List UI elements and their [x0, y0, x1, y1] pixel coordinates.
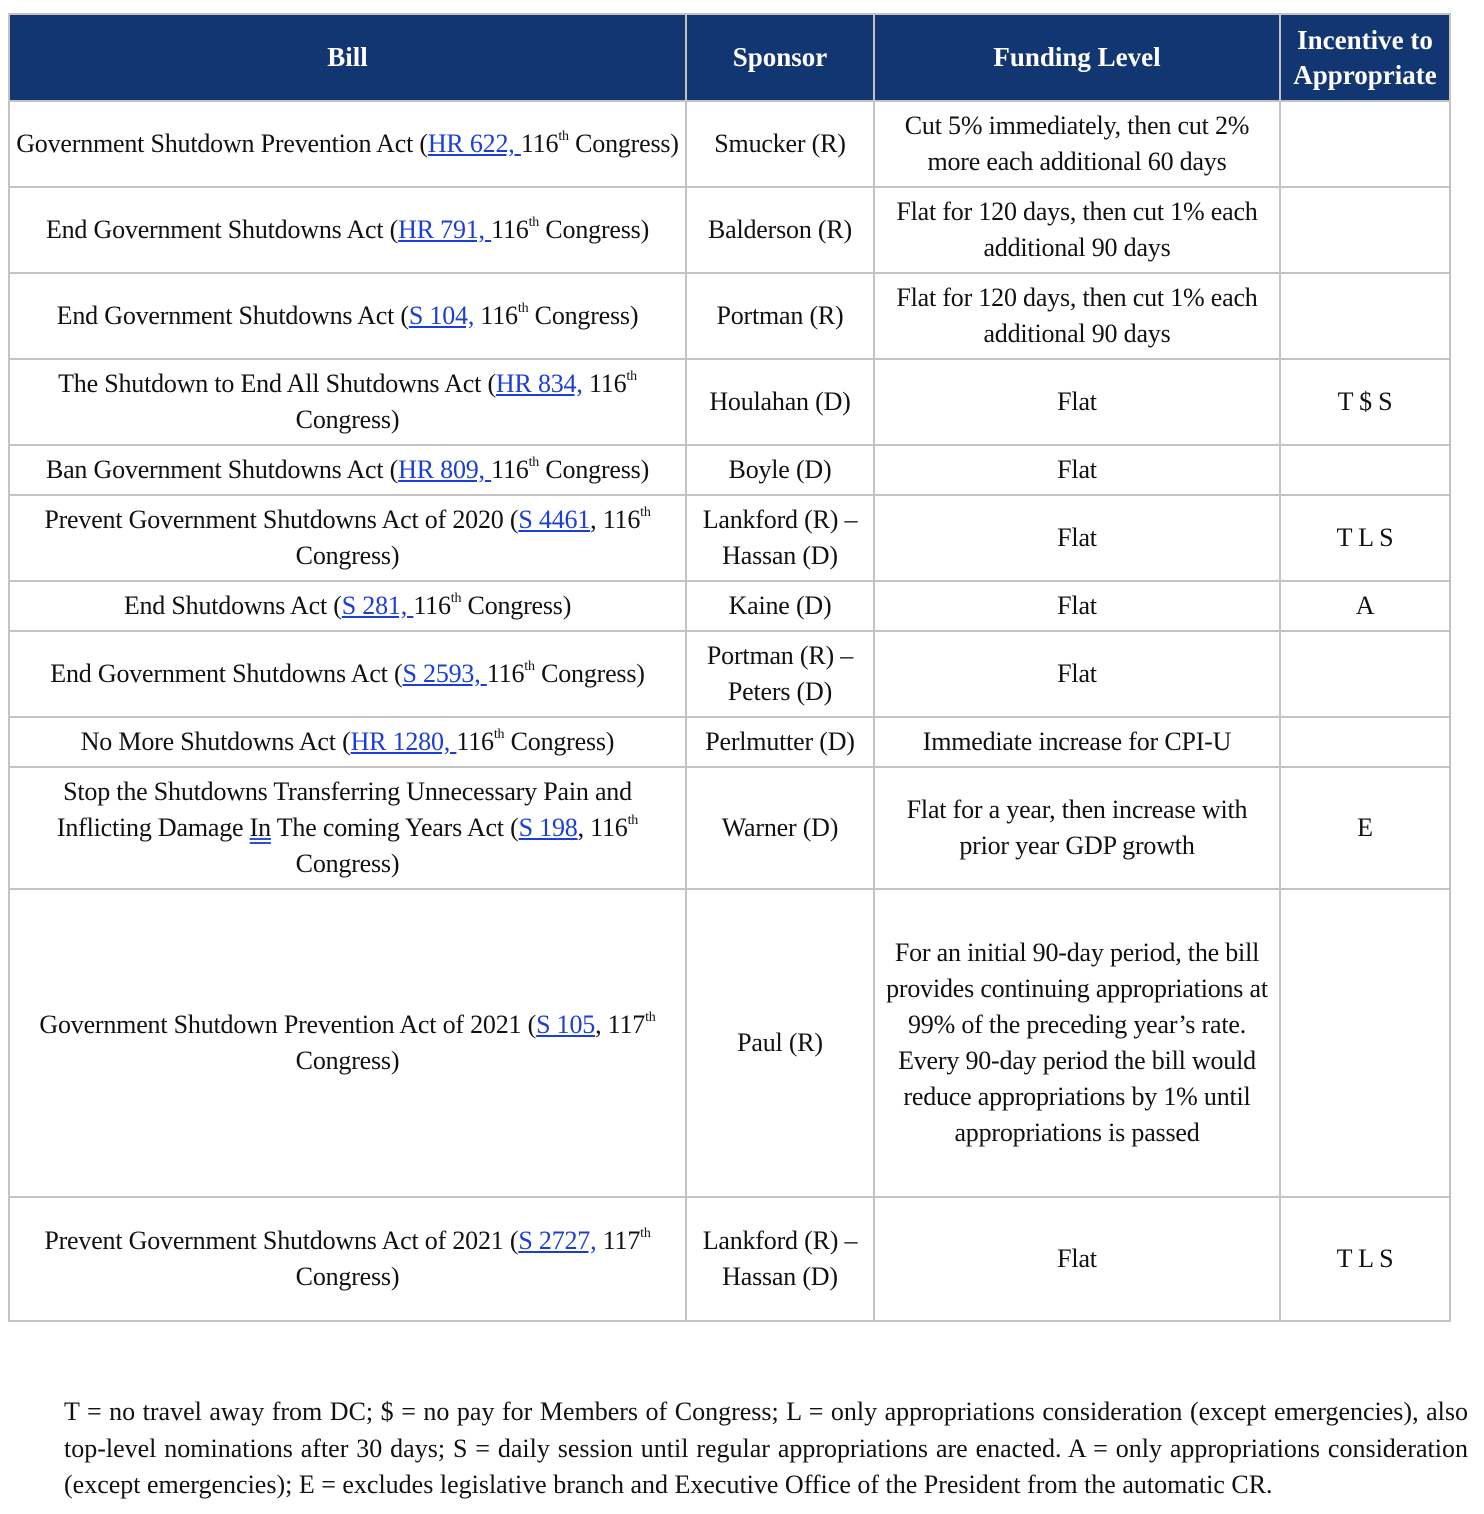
- bill-link[interactable]: S 2593,: [402, 659, 487, 688]
- incentive-cell: E: [1280, 767, 1450, 889]
- bill-link[interactable]: S 104,: [408, 301, 475, 330]
- ordinal-suffix: th: [645, 1010, 656, 1026]
- header-row: [9, 14, 1450, 101]
- bill-cell: [9, 581, 686, 631]
- ordinal-suffix: th: [626, 369, 637, 385]
- header-incentive: Incentive to Appropriate: [1280, 14, 1450, 101]
- funding-cell: Flat: [874, 631, 1280, 717]
- congress-label: Congress): [461, 591, 572, 620]
- bill-title: End Government Shutdowns Act (: [56, 301, 409, 330]
- congress-number: 116: [582, 369, 627, 398]
- bill-title: Prevent Government Shutdowns Act of 2020 (: [44, 505, 519, 534]
- incentive-cell: T $ S: [1280, 359, 1450, 445]
- funding-cell: Flat for a year, then increase with prior year GDP growth: [874, 767, 1280, 889]
- bill-link[interactable]: S 281,: [341, 591, 414, 620]
- bill-link[interactable]: HR 1280,: [350, 727, 457, 756]
- congress-number: 116: [413, 591, 451, 620]
- sponsor-cell: Perlmutter (D): [686, 717, 874, 767]
- sponsor-cell: Portman (R): [686, 273, 874, 359]
- congress-label: Congress): [539, 215, 650, 244]
- ordinal-suffix: th: [640, 1226, 651, 1242]
- bill-cell: [9, 767, 686, 889]
- bill-cell: [9, 495, 686, 581]
- congress-label: Congress): [534, 659, 645, 688]
- bill-title: End Government Shutdowns Act (: [50, 659, 403, 688]
- congress-number: 116: [491, 455, 529, 484]
- funding-cell: Flat: [874, 581, 1280, 631]
- ordinal-suffix: th: [450, 591, 462, 607]
- incentive-cell: [1280, 631, 1450, 717]
- congress-number: 116: [486, 659, 525, 688]
- bill-cell: [9, 717, 686, 767]
- congress-number: , 117: [595, 1010, 646, 1039]
- congress-number: , 116: [590, 505, 641, 534]
- bill-cell: [9, 889, 686, 1197]
- funding-cell: Cut 5% immediately, then cut 2% more each additional 60 days: [874, 101, 1280, 187]
- bill-cell: [9, 187, 686, 273]
- congress-number: 116: [520, 129, 559, 158]
- bill-link[interactable]: HR 834,: [495, 369, 583, 398]
- table-row: [9, 1197, 1450, 1321]
- bill-link[interactable]: S 198: [518, 813, 578, 842]
- incentive-cell: T L S: [1280, 1197, 1450, 1321]
- congress-label: Congress): [295, 1046, 400, 1075]
- table-row: [9, 101, 1450, 187]
- congress-label: Congress): [528, 301, 639, 330]
- bill-cell: [9, 631, 686, 717]
- sponsor-cell: Boyle (D): [686, 445, 874, 495]
- sponsor-cell: Balderson (R): [686, 187, 874, 273]
- bill-link[interactable]: S 105: [536, 1010, 596, 1039]
- header-sponsor: Sponsor: [686, 14, 874, 101]
- bill-link[interactable]: HR 622,: [427, 129, 521, 158]
- table-row: [9, 359, 1450, 445]
- table-row: [9, 717, 1450, 767]
- bill-title: End Government Shutdowns Act (: [45, 215, 399, 244]
- ordinal-suffix: th: [493, 727, 505, 743]
- congress-number: 116: [491, 215, 529, 244]
- bill-title: End Shutdowns Act (: [123, 591, 342, 620]
- congress-number: 116: [456, 727, 494, 756]
- sponsor-cell: Portman (R) – Peters (D): [686, 631, 874, 717]
- table-row: [9, 495, 1450, 581]
- sponsor-cell: Warner (D): [686, 767, 874, 889]
- ordinal-suffix: th: [640, 505, 651, 521]
- table-row: [9, 631, 1450, 717]
- sponsor-cell: Lankford (R) – Hassan (D): [686, 1197, 874, 1321]
- funding-cell: Flat: [874, 1197, 1280, 1321]
- congress-label: Congress): [295, 405, 400, 434]
- header-bill: Bill: [9, 14, 686, 101]
- bill-cell: [9, 273, 686, 359]
- funding-cell: Flat: [874, 359, 1280, 445]
- incentive-cell: [1280, 889, 1450, 1197]
- table-legend: T = no travel away from DC; $ = no pay for Members of Congress; L = only appropriations consideration (except emergencies), also top-level nominations after 30 days; S = daily session until regular appropriations are enacted. A = only appropriations consideration (except emergencies); E = excludes legislative branch and Executive Office of the President from the automatic CR.: [64, 1397, 1468, 1499]
- congress-label: Congress): [568, 129, 679, 158]
- congress-label: Congress): [504, 727, 615, 756]
- incentive-cell: [1280, 101, 1450, 187]
- ordinal-suffix: th: [517, 301, 529, 317]
- funding-cell: Flat for 120 days, then cut 1% each additional 90 days: [874, 273, 1280, 359]
- table-row: [9, 767, 1450, 889]
- bill-title: Prevent Government Shutdowns Act of 2021 (: [44, 1226, 519, 1255]
- bill-title: Government Shutdown Prevention Act (: [16, 129, 428, 158]
- sponsor-cell: Smucker (R): [686, 101, 874, 187]
- congress-number: , 116: [577, 813, 628, 842]
- funding-cell: For an initial 90-day period, the bill provides continuing appropriations at 99% of the preceding year’s rate. Every 90-day period the bill would reduce appropriations by 1% until appropriations is passed: [874, 889, 1280, 1197]
- incentive-cell: [1280, 445, 1450, 495]
- sponsor-cell: Kaine (D): [686, 581, 874, 631]
- bill-title: Stop the Shutdowns Transferring Unnecessary Pain and Inflicting Damage: [56, 777, 632, 842]
- incentive-cell: [1280, 273, 1450, 359]
- table-row: [9, 889, 1450, 1197]
- bills-table: [8, 13, 1451, 1322]
- incentive-cell: [1280, 187, 1450, 273]
- congress-label: Congress): [295, 1262, 400, 1291]
- congress-label: Congress): [295, 541, 400, 570]
- table-row: [9, 187, 1450, 273]
- bill-link[interactable]: S 4461: [518, 505, 591, 534]
- header-funding-level: Funding Level: [874, 14, 1280, 101]
- sponsor-cell: Lankford (R) – Hassan (D): [686, 495, 874, 581]
- bill-title-cont: The coming Years Act (: [270, 813, 519, 842]
- bill-link[interactable]: HR 809,: [398, 455, 492, 484]
- ordinal-suffix: th: [528, 215, 540, 231]
- bill-cell: [9, 1197, 686, 1321]
- marked-word: In: [249, 813, 271, 842]
- bill-link[interactable]: HR 791,: [398, 215, 492, 244]
- bill-title: The Shutdown to End All Shutdowns Act (: [58, 369, 496, 398]
- bill-title: Ban Government Shutdowns Act (: [45, 455, 399, 484]
- funding-cell: Flat: [874, 445, 1280, 495]
- congress-number: 117: [596, 1226, 641, 1255]
- congress-label: Congress): [295, 849, 400, 878]
- congress-number: 116: [474, 301, 518, 330]
- bill-cell: [9, 359, 686, 445]
- funding-cell: Immediate increase for CPI-U: [874, 717, 1280, 767]
- incentive-cell: T L S: [1280, 495, 1450, 581]
- bill-cell: [9, 101, 686, 187]
- congress-label: Congress): [539, 455, 650, 484]
- bill-title: No More Shutdowns Act (: [80, 727, 351, 756]
- sponsor-cell: Paul (R): [686, 889, 874, 1197]
- bill-title: Government Shutdown Prevention Act of 2021 (: [39, 1010, 537, 1039]
- table-row: [9, 273, 1450, 359]
- bill-link[interactable]: S 2727,: [518, 1226, 597, 1255]
- table-row: [9, 581, 1450, 631]
- table-row: [9, 445, 1450, 495]
- incentive-cell: [1280, 717, 1450, 767]
- ordinal-suffix: th: [524, 659, 535, 675]
- ordinal-suffix: th: [558, 129, 569, 145]
- ordinal-suffix: th: [627, 813, 639, 829]
- ordinal-suffix: th: [528, 455, 540, 471]
- bill-cell: [9, 445, 686, 495]
- incentive-cell: A: [1280, 581, 1450, 631]
- funding-cell: Flat for 120 days, then cut 1% each additional 90 days: [874, 187, 1280, 273]
- sponsor-cell: Houlahan (D): [686, 359, 874, 445]
- funding-cell: Flat: [874, 495, 1280, 581]
